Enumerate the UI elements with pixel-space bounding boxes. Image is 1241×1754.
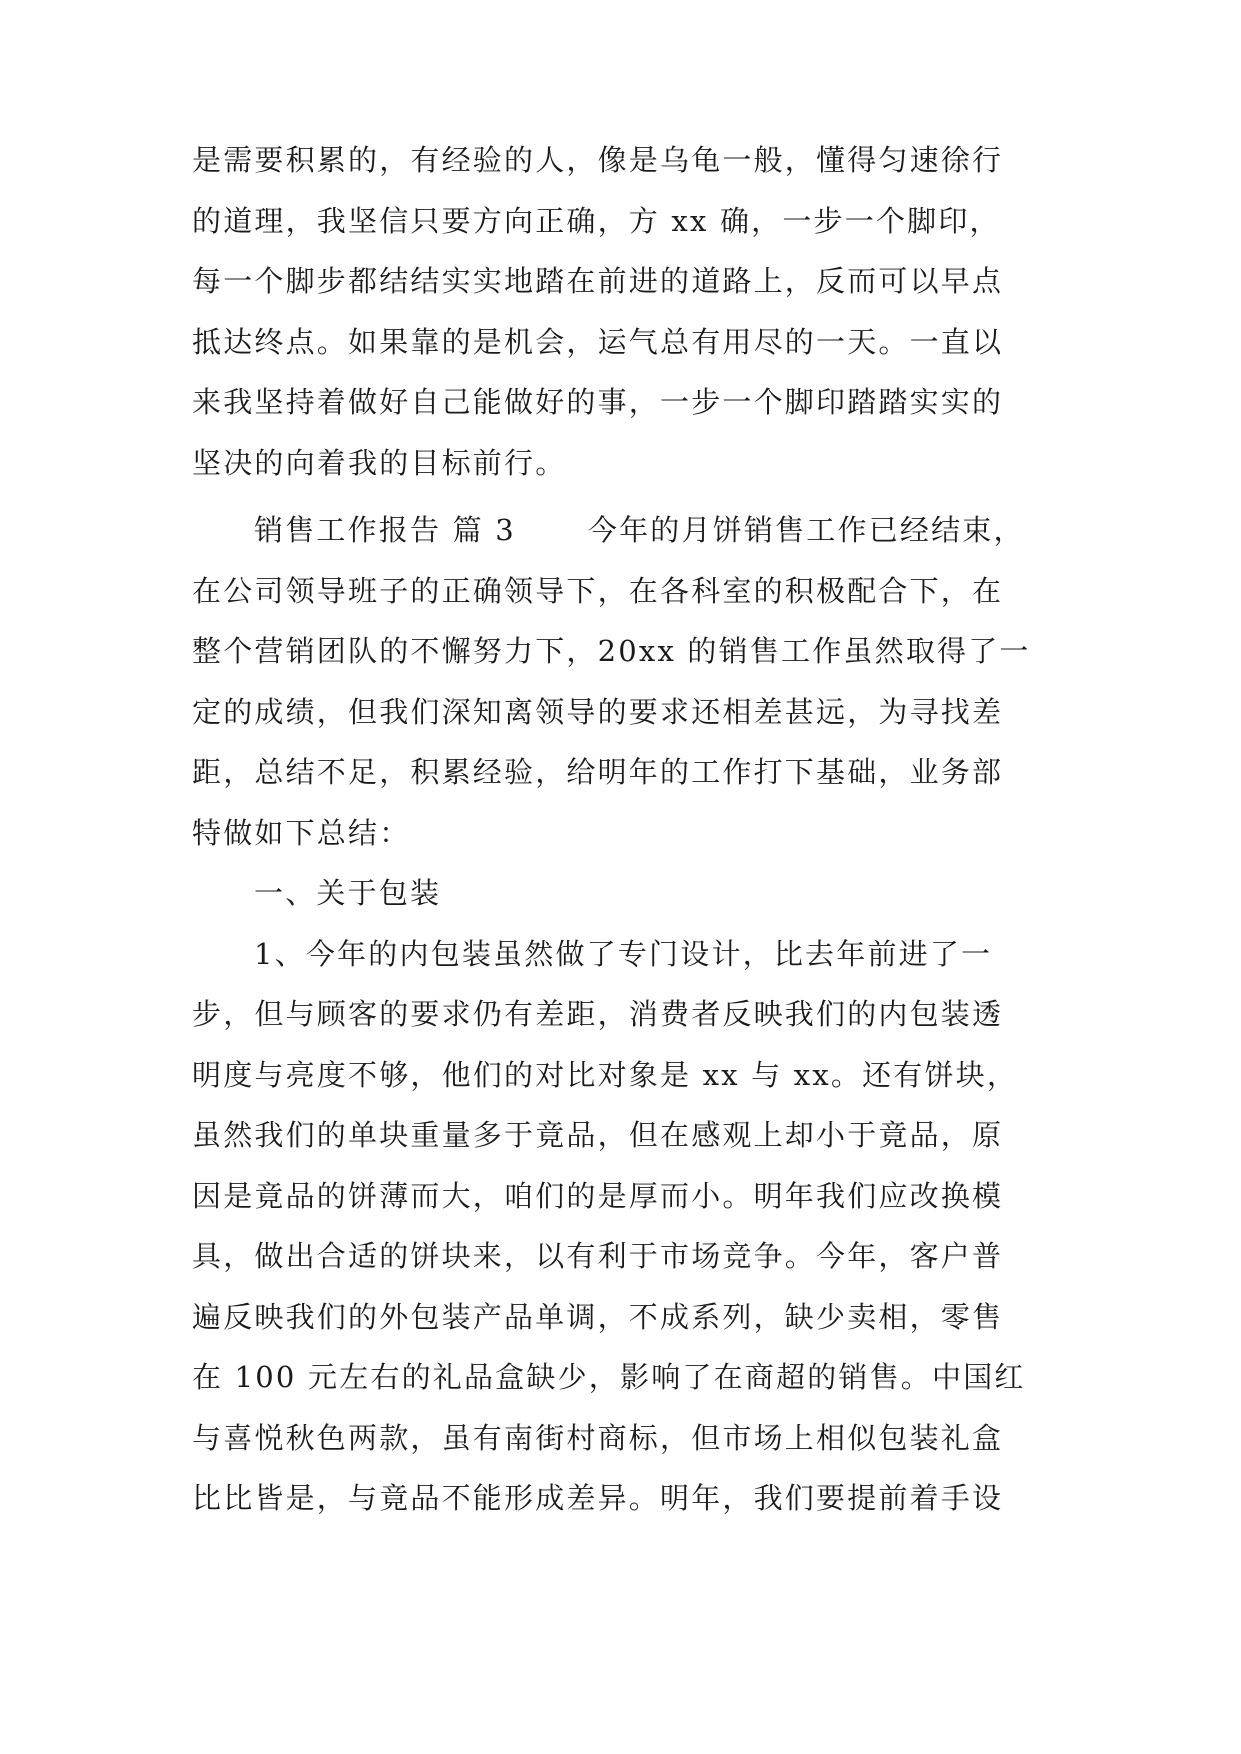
text-line: 抵达终点。如果靠的是机会，运气总有用尽的一天。一直以 bbox=[192, 324, 1004, 359]
subheading-packaging: 一、关于包装 bbox=[254, 876, 442, 910]
text-line: 是需要积累的，有经验的人，像是乌龟一般，懂得匀速徐行 bbox=[192, 143, 1004, 177]
text-line: 整个营销团队的不懈努力下，20xx 的销售工作虽然取得了一 bbox=[192, 634, 1031, 668]
text-line: 虽然我们的单块重量多于竟品，但在感观上却小于竟品，原 bbox=[192, 1118, 1004, 1152]
text-line: 与喜悦秋色两款，虽有南街村商标，但市场上相似包装礼盒 bbox=[192, 1420, 1004, 1455]
item-1-first-line: 1、今年的内包装虽然做了专门设计，比去年前进了一 bbox=[254, 936, 993, 971]
text-line: 在公司领导班子的正确领导下，在各科室的积极配合下，在 bbox=[192, 573, 1004, 608]
text-line: 因是竟品的饼薄而大，咱们的是厚而小。明年我们应改换模 bbox=[192, 1178, 1004, 1213]
text-line: 遍反映我们的外包装产品单调，不成系列，缺少卖相，零售 bbox=[192, 1299, 1004, 1334]
text-line: 步，但与顾客的要求仍有差距，消费者反映我们的内包装透 bbox=[192, 997, 1004, 1031]
section-intro: 今年的月饼销售工作已经结束， bbox=[587, 513, 1025, 547]
report-section bbox=[192, 500, 1062, 1529]
text-line: 特做如下总结： bbox=[192, 815, 411, 850]
text-line: 明度与亮度不够，他们的对比对象是 xx 与 xx。还有饼块， bbox=[192, 1057, 1019, 1092]
text-line: 来我坚持着做好自己能做好的事，一步一个脚印踏踏实实的 bbox=[192, 385, 1004, 419]
text-line: 具，做出合适的饼块来，以有利于市场竞争。今年，客户普 bbox=[192, 1239, 1004, 1273]
text-line: 坚决的向着我的目标前行。 bbox=[192, 445, 567, 480]
paragraph-continuation bbox=[192, 130, 1062, 493]
text-line: 定的成绩，但我们深知离领导的要求还相差甚远，为寻找差 bbox=[192, 694, 1004, 729]
text-line: 距，总结不足，积累经验，给明年的工作打下基础，业务部 bbox=[192, 755, 1004, 789]
text-line: 每一个脚步都结结实实地踏在前进的道路上，反而可以早点 bbox=[192, 264, 1004, 298]
section-heading-line bbox=[192, 500, 1062, 561]
section-heading: 销售工作报告 篇 3 bbox=[254, 513, 516, 547]
text-line: 的道理，我坚信只要方向正确，方 xx 确，一步一个脚印， bbox=[192, 203, 1001, 238]
text-line: 比比皆是，与竟品不能形成差异。明年，我们要提前着手设 bbox=[192, 1481, 1004, 1515]
text-line: 在 100 元左右的礼品盒缺少，影响了在商超的销售。中国红 bbox=[192, 1360, 1026, 1394]
